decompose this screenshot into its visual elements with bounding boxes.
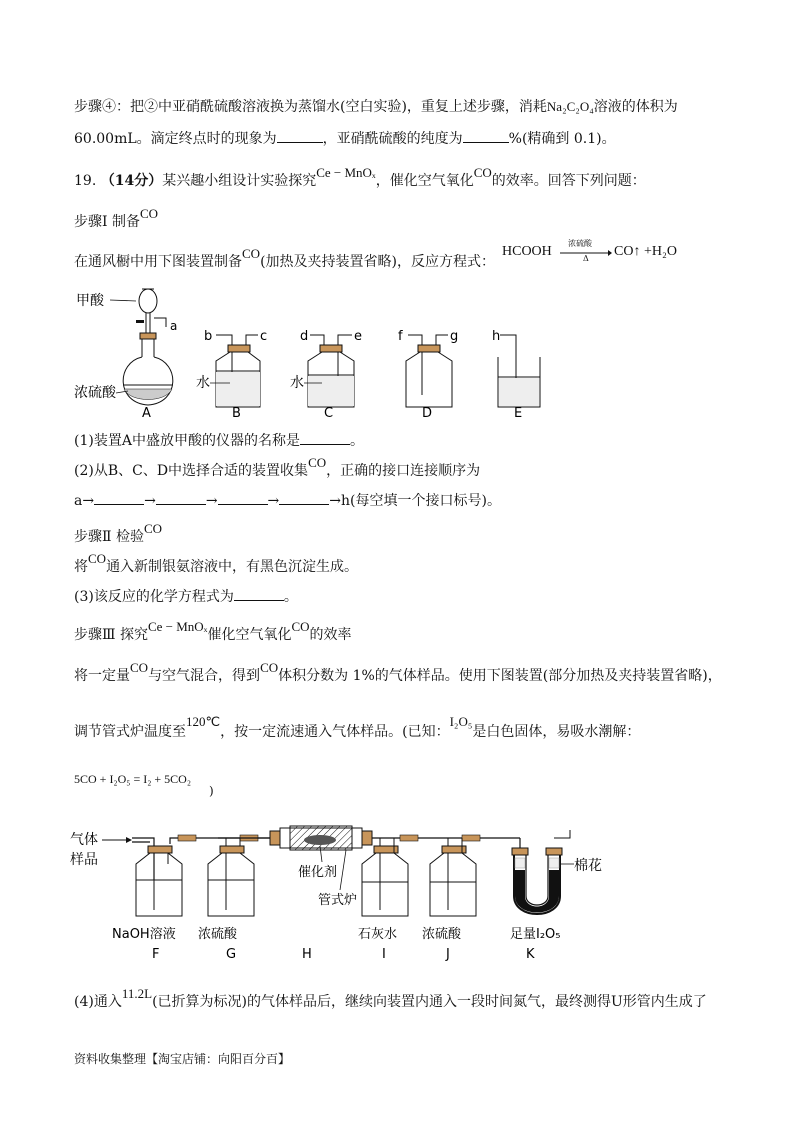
para-line1	[74, 660, 722, 685]
letter-J: J	[446, 947, 450, 962]
answer-blank-port-4[interactable]	[279, 492, 329, 505]
reagent-formula: Na₂C₂O₄	[546, 99, 594, 114]
q2-line2	[74, 492, 501, 510]
para-l2-b: ，按一定流速通入气体样品。(已知：	[220, 724, 450, 740]
co-formula: CO	[291, 619, 310, 634]
letter-E: E	[514, 406, 523, 421]
apparatus-figure-1	[70, 285, 590, 425]
label-limewater: 石灰水	[358, 927, 398, 942]
answer-blank-port-3[interactable]	[218, 492, 268, 505]
port-c: c	[260, 329, 268, 344]
apparatus-E	[492, 329, 540, 421]
eq-text: 5CO + I₂O₅ = I₂ + 5CO₂	[74, 772, 192, 786]
para-l1-c: 体积分数为 1%的气体样品。使用下图装置(部分加热及夹持装置省略)，	[278, 668, 722, 684]
q19-score: （14分）	[100, 173, 163, 189]
apparatus-J	[422, 838, 476, 962]
co-formula: CO	[473, 165, 492, 180]
close-paren: )	[209, 784, 214, 798]
volume: 11.2L	[121, 986, 153, 1001]
label-excess-i2o5: 足量I₂O₅	[510, 927, 561, 942]
port-f: f	[398, 329, 403, 344]
q2-arrow: →	[144, 493, 156, 509]
reaction-equation	[502, 240, 722, 264]
port-h: h	[492, 329, 501, 344]
answer-blank-port-2[interactable]	[156, 492, 206, 505]
co-formula: CO	[308, 455, 327, 470]
q2-text-b: ，正确的接口连接顺序为	[326, 463, 481, 479]
port-e: e	[354, 329, 362, 344]
port-a: a	[170, 319, 178, 333]
co-formula: CO	[242, 246, 261, 261]
q19-number: 19.	[74, 173, 97, 189]
letter-G: G	[226, 947, 237, 962]
label-catalyst: 催化剂	[298, 865, 338, 880]
eq-condition-top: 浓硫酸	[568, 239, 592, 248]
answer-blank-purity[interactable]	[463, 130, 509, 143]
co-formula: CO	[88, 551, 107, 566]
apparatus-C	[290, 329, 362, 421]
step4-line1	[74, 98, 678, 116]
para-line2	[74, 714, 641, 741]
stepIII-title-b: 催化空气氧化	[207, 627, 292, 643]
stepII-text-a: 将	[74, 559, 88, 575]
eq-left: HCOOH	[502, 244, 552, 259]
catalyst-formula: Ce − MnOₓ	[316, 165, 376, 180]
q1-line	[74, 432, 364, 450]
apparatus-F	[112, 846, 182, 962]
apparatus-G	[198, 838, 270, 962]
q3-end: 。	[283, 589, 298, 605]
q1-text: (1)装置A中盛放甲酸的仪器的名称是	[74, 433, 300, 449]
letter-K: K	[526, 947, 535, 962]
apparatus-I	[358, 838, 408, 962]
answer-blank-q3[interactable]	[234, 588, 284, 601]
q19-text-a: 某兴趣小组设计实验探究	[162, 173, 317, 189]
step4-text-a: 步骤④：把②中亚硝酰硫酸溶液换为蒸馏水(空白实验)，重复上述步骤，消耗	[74, 99, 547, 115]
co-formula: CO	[139, 206, 159, 221]
step4-line2-a: 60.00mL。滴定终点时的现象为	[74, 131, 277, 147]
stepIII-title	[74, 619, 352, 644]
stepI-desc-a: 在通风橱中用下图装置制备	[74, 254, 242, 270]
step4-line2	[74, 130, 616, 148]
co-formula: CO	[130, 660, 149, 675]
label-water-B: 水	[196, 375, 210, 391]
apparatus-figure-2	[70, 820, 630, 970]
label-water-C: 水	[290, 375, 304, 391]
port-g: g	[450, 329, 459, 344]
para-l2-c: 是白色固体，易吸水潮解：	[472, 724, 641, 740]
stepI-desc	[74, 246, 495, 271]
step4-text-b: 溶液的体积为	[593, 99, 678, 115]
eq-right: CO↑ +H₂O	[614, 244, 677, 259]
q2-arrow: →	[267, 493, 280, 509]
letter-I: I	[382, 947, 386, 962]
q19-intro	[74, 165, 646, 190]
stepI-desc-b: (加热及夹持装置省略)，反应方程式：	[260, 254, 495, 270]
stepII-title-text: 步骤Ⅱ 检验	[74, 529, 144, 545]
step4-line2-b: ，亚硝酰硫酸的纯度为	[322, 131, 463, 147]
apparatus-B	[196, 329, 267, 421]
answer-blank-q1[interactable]	[300, 432, 350, 445]
i2o5-formula: I₂O₅	[449, 714, 473, 729]
label-conc-h2so4-J: 浓硫酸	[422, 927, 462, 942]
stepI-title	[74, 206, 159, 231]
q19-text-b: ，催化空气氧化	[375, 173, 474, 189]
answer-blank-endpoint[interactable]	[277, 130, 323, 143]
stepII-text-b: 通入新制银氨溶液中，有黑色沉淀生成。	[106, 559, 359, 575]
temperature: 120℃	[186, 714, 221, 729]
label-naoh: NaOH溶液	[112, 927, 176, 942]
label-gas: 气体	[70, 832, 98, 848]
letter-A: A	[142, 406, 151, 421]
equation-close	[209, 784, 214, 798]
label-sample: 样品	[70, 852, 98, 868]
stepIII-title-a: 步骤Ⅲ 探究	[74, 627, 148, 643]
q3-text: (3)该反应的化学方程式为	[74, 589, 234, 605]
letter-C: C	[324, 406, 334, 421]
q2-line1	[74, 455, 481, 480]
q2-text-a: (2)从B、C、D中选择合适的装置收集	[74, 463, 309, 479]
q2-arrow: →	[205, 493, 218, 509]
stepII-desc	[74, 551, 359, 576]
label-conc-h2so4-G: 浓硫酸	[198, 927, 238, 942]
answer-blank-port-1[interactable]	[94, 492, 144, 505]
letter-B: B	[232, 406, 241, 421]
apparatus-K-u-tube	[510, 830, 602, 962]
letter-F: F	[152, 947, 160, 962]
apparatus-H-furnace	[254, 826, 372, 962]
label-conc-h2so4: 浓硫酸	[74, 385, 116, 401]
label-tube-furnace: 管式炉	[318, 893, 358, 908]
stepIII-title-c: 的效率	[309, 627, 352, 643]
letter-H: H	[302, 947, 312, 962]
step4-line2-c: %(精确到 0.1)。	[508, 131, 616, 147]
q3-line	[74, 588, 298, 606]
q19-text-c: 的效率。回答下列问题：	[491, 173, 646, 189]
footer-source: 资料收集整理【淘宝店铺：向阳百分百】	[74, 1052, 291, 1066]
letter-D: D	[422, 406, 433, 421]
co-formula: CO	[143, 521, 163, 536]
q2-seq-end: →h(每空填一个接口标号)。	[329, 493, 501, 509]
q1-end: 。	[349, 433, 364, 449]
q4-text-b: (已折算为标况)的气体样品后，继续向装置内通入一段时间氮气，最终测得U形管内生成了	[152, 994, 707, 1010]
stepII-title	[74, 521, 163, 546]
catalyst-formula: Ce − MnOₓ	[147, 619, 208, 634]
apparatus-D	[398, 329, 458, 421]
q4-text-a: (4)通入	[74, 994, 122, 1010]
q4-line	[74, 986, 707, 1011]
stepI-title-text: 步骤Ⅰ 制备	[74, 214, 140, 230]
eq-condition-bottom: Δ	[583, 254, 589, 263]
para-l2-a: 调节管式炉温度至	[74, 724, 186, 740]
port-b: b	[204, 329, 213, 344]
label-formic-acid: 甲酸	[76, 293, 104, 309]
co-formula: CO	[260, 660, 279, 675]
port-d: d	[300, 329, 309, 344]
decomposition-equation	[74, 772, 191, 787]
label-cotton: 棉花	[574, 858, 602, 874]
para-l1-b: 与空气混合，得到	[148, 668, 261, 684]
q2-seq-start: a→	[74, 493, 95, 509]
para-l1-a: 将一定量	[74, 668, 130, 684]
